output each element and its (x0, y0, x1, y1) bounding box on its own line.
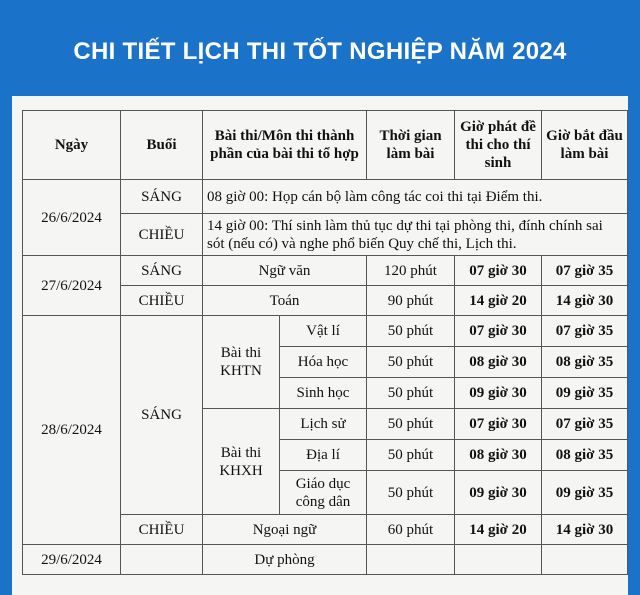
distribution-time-cell: 07 giờ 30 (455, 316, 542, 347)
session-cell (121, 545, 203, 575)
subject-cell: Sinh học (280, 378, 367, 409)
table-row (23, 545, 628, 575)
table-row (23, 256, 628, 286)
group-cell-khtn: Bài thi KHTN (203, 316, 280, 409)
schedule-sheet (12, 96, 628, 595)
distribution-time-cell: 14 giờ 20 (455, 515, 542, 545)
duration-cell (367, 545, 455, 575)
distribution-time-cell: 07 giờ 30 (455, 256, 542, 286)
distribution-time-cell: 09 giờ 30 (455, 471, 542, 515)
exam-schedule-table (22, 110, 628, 575)
page-title: CHI TIẾT LỊCH THI TỐT NGHIỆP NĂM 2024 (73, 38, 567, 65)
start-time-cell: 07 giờ 35 (542, 409, 628, 440)
duration-cell: 50 phút (367, 316, 455, 347)
session-cell: SÁNG (121, 316, 203, 515)
note-cell: 08 giờ 00: Họp cán bộ làm công tác coi thi tại Điểm thi. (203, 180, 628, 214)
subject-cell: Hóa học (280, 347, 367, 378)
subject-cell: Vật lí (280, 316, 367, 347)
header-bai-thi: Bài thi/Môn thi thành phần của bài thi tổ hợp (203, 111, 367, 180)
start-time-cell (542, 545, 628, 575)
subject-cell: Ngữ văn (203, 256, 367, 286)
duration-cell: 50 phút (367, 409, 455, 440)
header-thoi-gian: Thời gian làm bài (367, 111, 455, 180)
subject-cell: Toán (203, 286, 367, 316)
distribution-time-cell: 08 giờ 30 (455, 440, 542, 471)
session-cell: CHIỀU (121, 286, 203, 316)
session-cell: CHIỀU (121, 214, 203, 256)
distribution-time-cell: 09 giờ 30 (455, 378, 542, 409)
duration-cell: 50 phút (367, 471, 455, 515)
duration-cell: 50 phút (367, 378, 455, 409)
start-time-cell: 14 giờ 30 (542, 515, 628, 545)
date-cell: 27/6/2024 (23, 256, 121, 316)
duration-cell: 120 phút (367, 256, 455, 286)
header-gio-phat-de: Giờ phát đề thi cho thí sinh (455, 111, 542, 180)
subject-cell: Ngoại ngữ (203, 515, 367, 545)
session-cell: SÁNG (121, 256, 203, 286)
session-cell: SÁNG (121, 180, 203, 214)
start-time-cell: 07 giờ 35 (542, 256, 628, 286)
start-time-cell: 09 giờ 35 (542, 378, 628, 409)
start-time-cell: 14 giờ 30 (542, 286, 628, 316)
table-row (23, 316, 628, 347)
header-gio-bat-dau: Giờ bắt đầu làm bài (542, 111, 628, 180)
start-time-cell: 08 giờ 35 (542, 347, 628, 378)
table-header-row (23, 111, 628, 180)
start-time-cell: 08 giờ 35 (542, 440, 628, 471)
distribution-time-cell: 08 giờ 30 (455, 347, 542, 378)
note-cell: 14 giờ 00: Thí sinh làm thủ tục dự thi tại phòng thi, đính chính sai sót (nếu có) và nghe phổ biến Quy chế thi, Lịch thi. (203, 214, 628, 256)
start-time-cell: 09 giờ 35 (542, 471, 628, 515)
header-ngay: Ngày (23, 111, 121, 180)
header-buoi: Buổi (121, 111, 203, 180)
distribution-time-cell (455, 545, 542, 575)
date-cell: 26/6/2024 (23, 180, 121, 256)
subject-cell: Địa lí (280, 440, 367, 471)
duration-cell: 90 phút (367, 286, 455, 316)
duration-cell: 60 phút (367, 515, 455, 545)
subject-cell: Giáo dục công dân (280, 471, 367, 515)
date-cell: 29/6/2024 (23, 545, 121, 575)
date-cell: 28/6/2024 (23, 316, 121, 545)
duration-cell: 50 phút (367, 440, 455, 471)
group-cell-khxh: Bài thi KHXH (203, 409, 280, 515)
subject-cell: Dự phòng (203, 545, 367, 575)
distribution-time-cell: 07 giờ 30 (455, 409, 542, 440)
table-row (23, 180, 628, 214)
session-cell: CHIỀU (121, 515, 203, 545)
subject-cell: Lịch sử (280, 409, 367, 440)
duration-cell: 50 phút (367, 347, 455, 378)
start-time-cell: 07 giờ 35 (542, 316, 628, 347)
distribution-time-cell: 14 giờ 20 (455, 286, 542, 316)
